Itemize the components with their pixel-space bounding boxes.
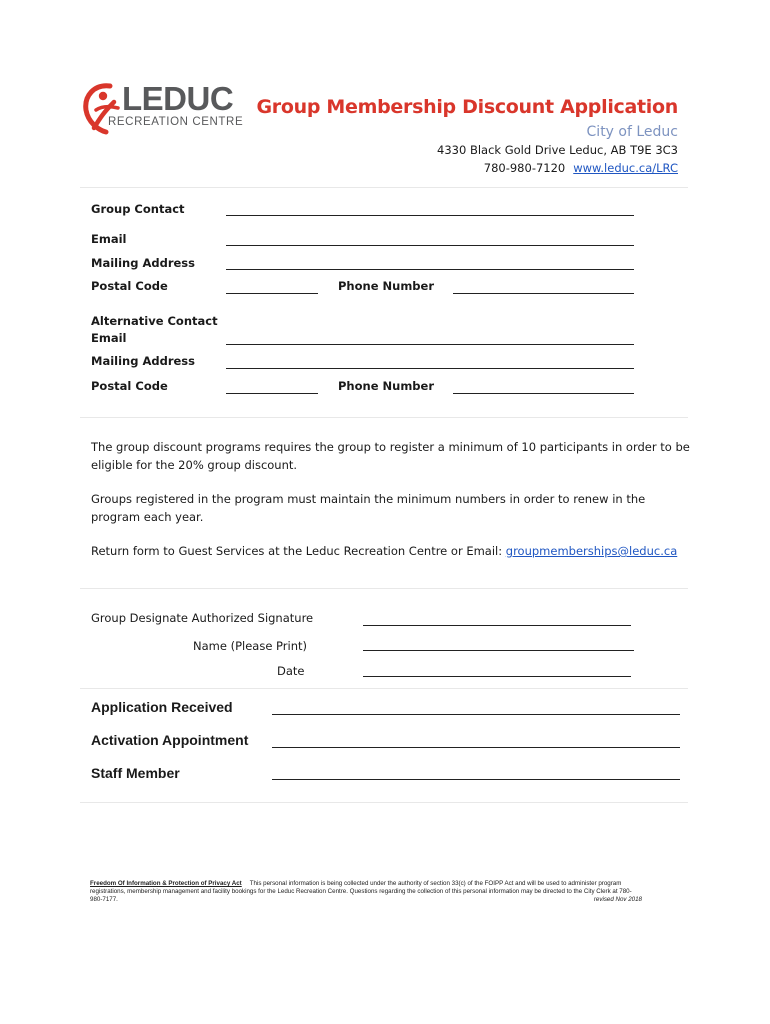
city-name: City of Leduc bbox=[586, 124, 678, 140]
alternative-contact-label: Alternative Contact bbox=[91, 314, 218, 328]
name-print-field[interactable] bbox=[363, 650, 634, 651]
divider bbox=[80, 802, 688, 803]
alt-phone-number-field[interactable] bbox=[453, 393, 634, 394]
group-contact-label: Group Contact bbox=[91, 202, 185, 216]
website-link[interactable]: www.leduc.ca/LRC bbox=[573, 161, 678, 175]
application-received-field[interactable] bbox=[272, 714, 680, 715]
contact-line bbox=[484, 161, 678, 175]
staff-member-field[interactable] bbox=[272, 779, 680, 780]
activation-appointment-field[interactable] bbox=[272, 747, 680, 748]
address: 4330 Black Gold Drive Leduc, AB T9E 3C3 bbox=[437, 143, 678, 157]
revised-date: revised Nov 2018 bbox=[593, 896, 642, 903]
application-received-label: Application Received bbox=[91, 699, 233, 715]
logo-word: LEDUC bbox=[122, 80, 234, 117]
return-text: Return form to Guest Services at the Leduc Recreation Centre or Email: bbox=[91, 544, 506, 558]
divider bbox=[80, 417, 688, 418]
staff-member-label: Staff Member bbox=[91, 765, 180, 781]
info-paragraph-minimum: The group discount programs requires the group to register a minimum of 10 participants in order to be eligible for the 20% group discount. bbox=[91, 440, 690, 472]
leduc-logo bbox=[80, 80, 250, 136]
activation-appointment-label: Activation Appointment bbox=[91, 732, 249, 748]
phone: 780-980-7120 bbox=[483, 161, 566, 175]
postal-code-label: Postal Code bbox=[91, 279, 168, 293]
email-link[interactable]: groupmemberships@leduc.ca bbox=[505, 544, 678, 558]
phone-number-field[interactable] bbox=[453, 293, 634, 294]
alt-phone-number-label: Phone Number bbox=[338, 379, 435, 393]
email-field[interactable] bbox=[226, 245, 634, 246]
alt-email-field[interactable] bbox=[226, 344, 634, 345]
logo-subtitle: RECREATION CENTRE bbox=[108, 116, 244, 128]
group-contact-field[interactable] bbox=[226, 215, 634, 216]
foip-heading: Freedom Of Information & Protection of Privacy Act bbox=[90, 880, 242, 887]
authorized-signature-label: Group Designate Authorized Signature bbox=[91, 611, 314, 625]
mailing-address-field[interactable] bbox=[226, 269, 634, 270]
date-field[interactable] bbox=[363, 676, 631, 677]
info-paragraph-renew: Groups registered in the program must maintain the minimum numbers in order to renew in the program each year. bbox=[91, 492, 646, 524]
authorized-signature-field[interactable] bbox=[363, 625, 631, 626]
alt-postal-code-label: Postal Code bbox=[91, 379, 168, 393]
alt-mailing-address-field[interactable] bbox=[226, 368, 634, 369]
divider bbox=[80, 187, 688, 188]
page-title: Group Membership Discount Application bbox=[256, 96, 678, 118]
phone-number-label: Phone Number bbox=[338, 279, 435, 293]
divider bbox=[80, 688, 688, 689]
date-label: Date bbox=[277, 664, 305, 678]
alt-postal-code-field[interactable] bbox=[226, 393, 318, 394]
foip-text: This personal information is being collected under the authority of section 33(c) of the FOIPP Act and will be used to administer program registrations, membership management and facility bookings for the Leduc Recreation Centre. Questions regarding the collection of this personal information may be directed to the City Clerk at 780-980-7177. bbox=[90, 880, 632, 903]
info-paragraph-return bbox=[91, 542, 691, 560]
postal-code-field[interactable] bbox=[226, 293, 318, 294]
name-print-label: Name (Please Print) bbox=[193, 639, 307, 653]
divider bbox=[80, 588, 688, 589]
foip-notice bbox=[90, 880, 642, 904]
mailing-address-label: Mailing Address bbox=[91, 256, 195, 270]
email-label: Email bbox=[91, 232, 127, 246]
alt-email-label: Email bbox=[91, 331, 127, 345]
alt-mailing-address-label: Mailing Address bbox=[91, 354, 195, 368]
